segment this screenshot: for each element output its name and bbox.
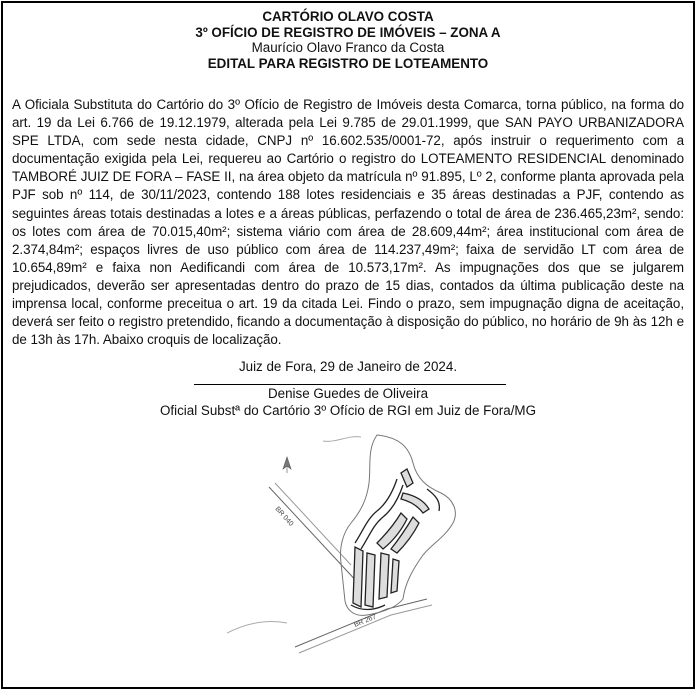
notice-title: EDITAL PARA REGISTRO DE LOTEAMENTO xyxy=(207,55,489,71)
registrar-name: Maurício Olavo Franco da Costa xyxy=(251,40,445,55)
lots-cluster xyxy=(351,469,439,610)
signature-line xyxy=(194,384,506,385)
signer-title: Oficial Substª do Cartório 3º Ofício de RGI em Juiz de Fora/MG xyxy=(160,403,536,418)
north-arrow-icon xyxy=(283,457,291,473)
notice-date: Juiz de Fora, 29 de Janeiro de 2024. xyxy=(238,359,458,374)
registry-name: CARTÓRIO OLAVO COSTA xyxy=(262,9,434,24)
notice-body: A Oficiala Substituta do Cartório do 3º Ofício de Registro de Imóveis desta Comarca, torna público, na forma do art. 19 da Lei 6.766 de 19.12.1979, alterada pela Lei 9.785 de 29.01.1999, que SAN PAYO URBANIZADORA SPE LTDA, com sede nesta cidade, CNPJ nº 16.602.535/0001-72, após instruir o requerimento com a documentação exigida pela Lei, requereu ao Cartório o registro do LOTEAMENTO RESIDENCIAL denominado TAMBORÉ JUIZ DE FORA – FASE II, na área objeto da matrícula nº 91.895, Lº 2, conforme planta aprovada pela PJF sob nº 114, de 30/11/2023, contendo 188 lotes residenciais e 35 áreas destinadas a PJF, contendo as seguintes áreas totais destinadas a lotes e a áreas públicas, perfazendo o total de área de 236.465,23m², sendo: os lotes com área de 70.015,40m²; sistema viário com área de 28.609,44m²; área institucional com área de 2.374,84m²; espaços livres de uso público com área de 114.237,49m²; faixa de servidão LT com área de 10.654,89m² e faixa non Aedificandi com área de 10.573,17m². As impugnações dos que se julgarem prejudicados, deverão ser apresentadas dentro do prazo de 15 dias, contados da última publicação deste na imprensa local, conforme preceitua o art. 19 da citada Lei. Findo o prazo, sem impugnação digna de aceitação, deverá ser feito o registro pretendido, ficando a documentação à disposição do público, no horário de 9h às 12h e de 13h às 17h. Abaixo croquis de localização. xyxy=(12,97,684,348)
creek xyxy=(227,621,287,633)
notice-frame xyxy=(1,1,695,689)
road-label-br-267: BR 267 xyxy=(353,613,378,629)
registry-office: 3º OFÍCIO DE REGISTRO DE IMÓVEIS – ZONA A xyxy=(195,24,501,40)
signer-name: Denise Guedes de Oliveira xyxy=(267,386,429,401)
location-map xyxy=(227,423,487,685)
road-br-040 xyxy=(269,487,360,585)
road-label-br-040: BR 040 xyxy=(273,505,295,528)
notice-header xyxy=(3,9,693,71)
